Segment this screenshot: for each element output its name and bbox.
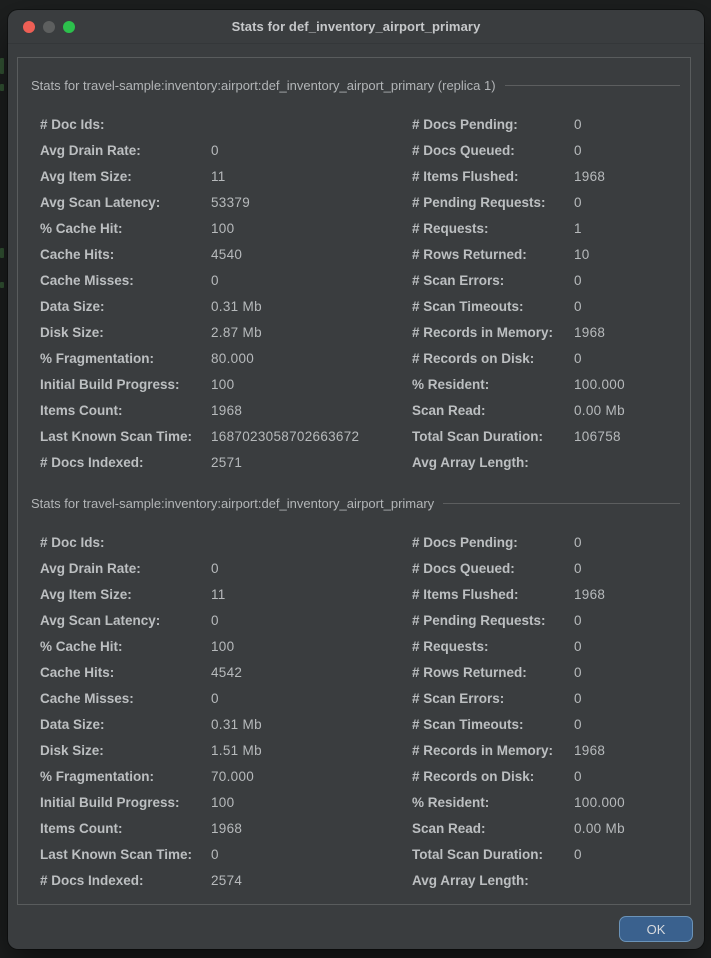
stat-value [574, 450, 690, 476]
stat-label: # Items Flushed: [412, 587, 519, 602]
stat-value: 0 [574, 143, 582, 158]
stat-label: # Records in Memory: [412, 743, 554, 758]
stat-label: # Docs Indexed: [40, 873, 144, 888]
stat-value [574, 868, 690, 894]
stat-value: 0 [574, 535, 582, 550]
stat-label: Last Known Scan Time: [40, 429, 193, 444]
stat-value: 0 [211, 273, 219, 288]
zoom-button[interactable] [63, 21, 75, 33]
stat-label: % Fragmentation: [40, 351, 155, 366]
stat-label: Initial Build Progress: [40, 795, 180, 810]
stat-value: 1968 [211, 821, 243, 836]
stat-value: 0 [211, 143, 219, 158]
stat-label: Items Count: [40, 403, 123, 418]
stat-value: 0 [574, 117, 582, 132]
stat-value: 100.000 [574, 795, 625, 810]
stat-value [211, 530, 412, 556]
stat-value: 1968 [574, 169, 606, 184]
stat-label: # Pending Requests: [412, 195, 546, 210]
stat-value: 0 [574, 561, 582, 576]
stat-value: 1 [574, 221, 582, 236]
stat-label: Data Size: [40, 299, 105, 314]
stat-label: Avg Item Size: [40, 169, 132, 184]
stat-label: Disk Size: [40, 743, 104, 758]
minimize-button [43, 21, 55, 33]
stat-value: 0 [211, 613, 219, 628]
section-rule [443, 503, 680, 504]
stat-label: # Scan Errors: [412, 691, 505, 706]
stat-label: # Records on Disk: [412, 351, 535, 366]
stats-panel [17, 57, 691, 905]
stat-value: 100 [211, 795, 235, 810]
section-title: Stats for travel-sample:inventory:airport:def_inventory_airport_primary (replica 1) [31, 77, 496, 93]
stat-label: Cache Hits: [40, 665, 115, 680]
stats-grid-1 [40, 112, 690, 476]
stat-label: Avg Scan Latency: [40, 195, 161, 210]
stat-label: % Resident: [412, 795, 490, 810]
stat-label: # Docs Pending: [412, 535, 518, 550]
stat-value: 1968 [574, 587, 606, 602]
stats-grid-2 [40, 530, 690, 894]
stat-label: # Docs Pending: [412, 117, 518, 132]
stat-value: 0 [574, 299, 582, 314]
stat-value: 80.000 [211, 351, 255, 366]
stat-value: 4540 [211, 247, 243, 262]
stat-value: 11 [211, 169, 226, 184]
stat-value: 1968 [211, 403, 243, 418]
stat-value: 0 [574, 847, 582, 862]
stat-value: 1968 [574, 743, 606, 758]
stat-value: 0 [574, 769, 582, 784]
background-editor-mark [0, 58, 4, 74]
stat-label: # Records on Disk: [412, 769, 535, 784]
stat-label: Initial Build Progress: [40, 377, 180, 392]
stat-label: Last Known Scan Time: [40, 847, 193, 862]
stat-label: % Cache Hit: [40, 639, 123, 654]
stat-label: % Cache Hit: [40, 221, 123, 236]
stat-label: # Requests: [412, 221, 489, 236]
stat-value: 2571 [211, 455, 243, 470]
stat-value: 11 [211, 587, 226, 602]
stat-label: # Rows Returned: [412, 247, 527, 262]
stat-label: # Items Flushed: [412, 169, 519, 184]
section-title: Stats for travel-sample:inventory:airport:def_inventory_airport_primary [31, 495, 435, 511]
stat-value: 0 [574, 351, 582, 366]
stat-value: 0 [574, 613, 582, 628]
stat-value: 100 [211, 377, 235, 392]
stats-dialog-window [8, 10, 704, 949]
stat-label: Avg Array Length: [412, 455, 529, 470]
stat-label: Scan Read: [412, 821, 486, 836]
background-editor-mark [0, 248, 4, 258]
stat-label: Total Scan Duration: [412, 429, 544, 444]
stat-value: 2574 [211, 873, 243, 888]
stat-value: 0 [211, 691, 219, 706]
stat-value: 10 [574, 247, 590, 262]
stat-label: % Fragmentation: [40, 769, 155, 784]
stat-label: # Docs Queued: [412, 561, 515, 576]
background-editor-mark [0, 84, 4, 91]
stat-value: 0 [574, 665, 582, 680]
stat-value: 0 [574, 195, 582, 210]
stat-label: Cache Hits: [40, 247, 115, 262]
stat-label: # Scan Timeouts: [412, 299, 524, 314]
stat-value: 0 [211, 847, 219, 862]
stat-label: Disk Size: [40, 325, 104, 340]
stat-label: Avg Array Length: [412, 873, 529, 888]
stat-value: 100 [211, 639, 235, 654]
close-button[interactable] [23, 21, 35, 33]
titlebar[interactable] [8, 10, 704, 44]
stat-value: 4542 [211, 665, 243, 680]
stat-label: Cache Misses: [40, 273, 134, 288]
stat-value: 100.000 [574, 377, 625, 392]
stat-label: Items Count: [40, 821, 123, 836]
stat-label: Cache Misses: [40, 691, 134, 706]
stat-value: 0 [574, 273, 582, 288]
stat-label: # Requests: [412, 639, 489, 654]
stat-value: 0.31 Mb [211, 717, 262, 732]
window-title: Stats for def_inventory_airport_primary [231, 19, 481, 34]
stat-value: 70.000 [211, 769, 255, 784]
stat-value: 1968 [574, 325, 606, 340]
stat-value: 100 [211, 221, 235, 236]
stat-value: 0 [574, 717, 582, 732]
stat-value: 106758 [574, 429, 621, 444]
stat-label: Avg Drain Rate: [40, 561, 141, 576]
stat-label: # Records in Memory: [412, 325, 554, 340]
stat-label: # Docs Indexed: [40, 455, 144, 470]
stat-value: 0 [211, 561, 219, 576]
stat-label: % Resident: [412, 377, 490, 392]
stat-value: 1.51 Mb [211, 743, 262, 758]
stat-value: 1687023058702663672 [211, 429, 360, 444]
stat-label: # Doc Ids: [40, 535, 105, 550]
traffic-lights [23, 21, 75, 33]
stat-label: # Doc Ids: [40, 117, 105, 132]
stat-label: Avg Scan Latency: [40, 613, 161, 628]
ok-button[interactable]: OK [619, 916, 693, 942]
stat-label: # Scan Errors: [412, 273, 505, 288]
stat-value: 53379 [211, 195, 251, 210]
stat-label: Avg Drain Rate: [40, 143, 141, 158]
stat-label: # Scan Timeouts: [412, 717, 524, 732]
stat-value: 0.31 Mb [211, 299, 262, 314]
stat-value: 0 [574, 639, 582, 654]
stat-label: Avg Item Size: [40, 587, 132, 602]
stat-value: 0 [574, 691, 582, 706]
stat-value [211, 112, 412, 138]
stat-value: 0.00 Mb [574, 403, 625, 418]
stat-label: # Rows Returned: [412, 665, 527, 680]
background-editor-mark [0, 282, 4, 288]
stat-label: # Pending Requests: [412, 613, 546, 628]
stat-value: 0.00 Mb [574, 821, 625, 836]
stat-label: Total Scan Duration: [412, 847, 544, 862]
stat-value: 2.87 Mb [211, 325, 262, 340]
section-header-2 [31, 494, 680, 512]
section-rule [505, 85, 680, 86]
stat-label: Data Size: [40, 717, 105, 732]
stat-label: # Docs Queued: [412, 143, 515, 158]
section-header-1 [31, 76, 680, 94]
stat-label: Scan Read: [412, 403, 486, 418]
